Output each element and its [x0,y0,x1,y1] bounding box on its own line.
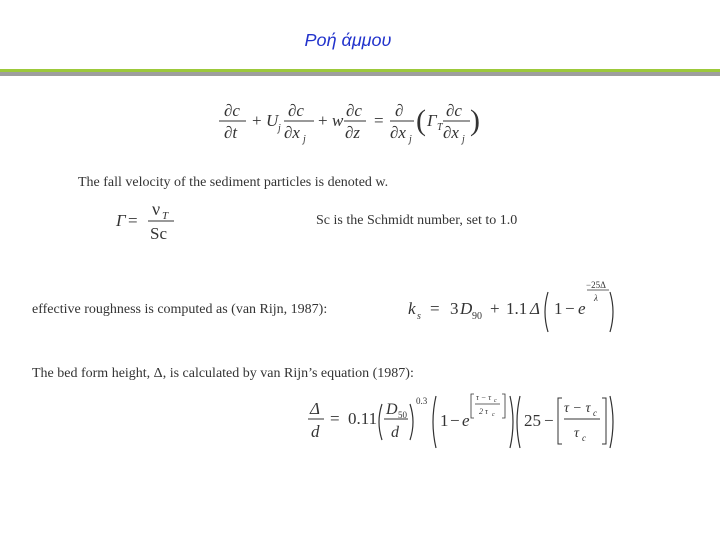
svg-text:=: = [330,409,340,428]
svg-text:∂c: ∂c [346,101,362,120]
svg-text:s: s [417,311,421,322]
svg-text:j: j [278,123,281,134]
svg-text:j: j [462,134,465,145]
diffusivity-equation [116,198,186,249]
svg-text:−: − [450,411,460,430]
roughness-equation [408,274,618,341]
svg-text:0.3: 0.3 [416,396,428,406]
svg-text:k: k [408,299,416,318]
svg-text:+: + [252,111,262,130]
svg-text:D: D [386,401,398,418]
svg-text:∂x: ∂x [390,123,406,142]
svg-text:=: = [430,299,440,318]
bedform-height-text: The bed form height, Δ, is calculated by van Rijn’s equation (1987): [32,366,414,381]
svg-text:−: − [544,411,554,430]
svg-text:=: = [374,111,384,130]
svg-text:∂z: ∂z [345,123,361,142]
svg-text:T: T [162,210,169,222]
slide-title: Ροή άμμου [304,30,392,50]
svg-text:+: + [490,299,500,318]
svg-text:T: T [437,122,443,133]
bedform-height-equation [306,386,618,455]
svg-text:Γ: Γ [116,211,126,230]
svg-text:U: U [266,111,279,130]
svg-text:d: d [391,424,399,441]
svg-text:90: 90 [472,311,482,322]
svg-text:∂c: ∂c [446,101,462,120]
svg-text:j: j [303,134,306,145]
svg-text:∂: ∂ [395,101,404,120]
svg-text:∂c: ∂c [288,101,304,120]
svg-text:3: 3 [450,299,459,318]
svg-text:∂t: ∂t [224,123,238,142]
svg-text:∂x: ∂x [284,123,300,142]
svg-text:e: e [462,411,470,430]
svg-text:0.11: 0.11 [348,409,378,428]
svg-text:τ − τ: τ − τ [476,393,492,402]
effective-roughness-text: effective roughness is computed as (van Rijn, 1987): [32,302,328,317]
svg-text:−: − [565,299,575,318]
transport-equation [214,98,480,153]
svg-text:∂x: ∂x [443,123,459,142]
svg-text:ν: ν [152,199,161,219]
svg-text:50: 50 [398,410,407,420]
svg-text:2 τ: 2 τ [479,407,488,416]
svg-text:Δ: Δ [310,399,320,418]
svg-text:j: j [409,134,412,145]
title-divider-bar [0,69,720,76]
svg-text:Γ: Γ [427,111,437,130]
svg-text:Sc: Sc [150,224,167,243]
svg-text:1: 1 [554,299,563,318]
svg-text:e: e [578,299,586,318]
svg-text:25: 25 [524,411,541,430]
svg-text:=: = [128,211,138,230]
svg-text:τ − τ: τ − τ [564,401,591,416]
fall-velocity-text: The fall velocity of the sediment particles is denoted w. [78,175,389,190]
svg-text:τ: τ [574,426,580,441]
svg-text:+: + [318,111,328,130]
svg-text:c: c [492,412,495,418]
svg-text:1: 1 [440,411,449,430]
svg-text:Δ: Δ [530,299,540,318]
svg-text:c: c [582,433,586,443]
svg-text:w: w [332,111,344,130]
schmidt-number-text: Sc is the Schmidt number, set to 1.0 [316,213,518,228]
svg-text:(: ( [416,104,426,137]
svg-text:c: c [593,408,597,418]
svg-text:∂c: ∂c [224,101,240,120]
svg-text:c: c [494,398,497,404]
svg-text:1.1: 1.1 [506,299,528,318]
svg-text:D: D [460,299,473,318]
svg-text:λ: λ [594,293,598,303]
svg-text:d: d [311,422,320,441]
svg-text:): ) [470,104,480,137]
svg-text:−25Δ: −25Δ [586,280,606,290]
